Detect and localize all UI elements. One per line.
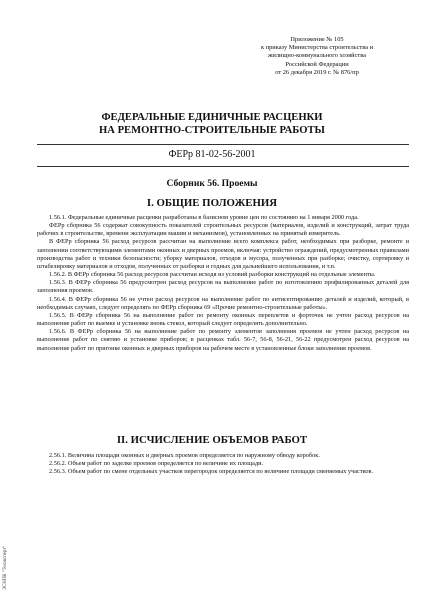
paragraph: ФЕРр сборника 56 содержат совокупность показателей строительных ресурсов (материалов, изделий и конструкций, затрат труда рабочих в строительстве, времени эксплуатации машин и механизмов), установленных на принятый измеритель. <box>37 222 409 238</box>
side-watermark <box>3 470 13 590</box>
paragraph: 1.56.3. В ФЕРр сборника 56 предусмотрен расход ресурсов на выполнение работ по изготовлению профилированных деталей для заполнения проемов. <box>37 279 409 295</box>
appendix-line: жилищно-коммунального хозяйства <box>268 52 366 60</box>
paragraph: 1.56.5. В ФЕРр сборника 56 на выполнение работ по ремонту оконных переплетов и форточек не учтен расход ресурсов на выполнение работ по выемке и установке вновь стекол, который следует определять дополнительно. <box>37 311 409 328</box>
section-1-heading: I. ОБЩИЕ ПОЛОЖЕНИЯ <box>146 197 278 209</box>
appendix-line: к приказу Министерства строительства и <box>260 44 374 52</box>
section-1-body <box>37 214 409 353</box>
paragraph: 1.56.6. В ФЕРр сборника 56 на выполнение работ по ремонту элементов заполнения проемов не учтен расход ресурсов на выполнение работ по снятию и установке приборов; в расценках табл. 56-7, 56-8, 56-21, 56-22 предусмотрен расход ресурсов на выполнение работ по пригонке оконных и дверных приборов на рабочем месте в установленные блоки заполнения проемов. <box>37 328 409 352</box>
appendix-line: от 26 декабря 2019 г. № 876/пр <box>275 68 359 76</box>
appendix-line: Приложение № 105 <box>290 36 344 43</box>
paragraph: 1.56.4. В ФЕРр сборника 56 не учтен расход ресурсов на выполнение работ по антисептированию деталей и изделий, который, в необходимых случаях, следует определять по ФЕРр сборника 69 «Прочие ремонтно-строительные работы». <box>37 295 409 311</box>
paragraph: 2.56.2. Объем работ по заделке проемов определяется по величине их площади. <box>49 460 264 468</box>
document-title <box>0 111 424 137</box>
paragraph: 1.56.1. Федеральные единичные расценки разработаны в базисном уровне цен по состоянию на 1 января 2000 года. <box>49 214 359 221</box>
divider-top <box>37 144 409 145</box>
paragraph: 2.56.1. Величина площади оконных и дверных проемов определяется по наружному обводу коробок. <box>49 452 320 459</box>
paragraph: 1.56.2. В ФЕРр сборника 56 расход ресурсов рассчитан исходя из условий разборки конструкций на отдельные элементы. <box>49 271 376 279</box>
appendix-block <box>222 36 412 77</box>
collection-title: Сборник 56. Проемы <box>166 178 258 189</box>
paragraph: 2.56.3. Объем работ по смене отдельных участков перегородок определяется по величине площади сменяемых участков. <box>49 468 374 476</box>
paragraph: В ФЕРр сборника 56 расход ресурсов рассчитан на выполнение всего комплекса работ, необходимых при разборке, ремонте и заполнении соответствующими элементами оконных и дверных проемов, включая: устройство ограждений, предусмотренных правилами производства работ и техники безопасности; уборку материалов, отходов и мусора, полученных при разборке; очистку, сортировку и штабелировку материалов и отходов, полученных от разборки и годных для дальнейшего использования, и т.п. <box>37 238 409 270</box>
section-2-body <box>37 452 409 476</box>
document-title-line-1: ФЕДЕРАЛЬНЫЕ ЕДИНИЧНЫЕ РАСЦЕНКИ <box>101 112 323 123</box>
section-2-heading: II. ИСЧИСЛЕНИЕ ОБЪЕМОВ РАБОТ <box>116 434 308 446</box>
side-watermark-text: ЭСНПК "Техэксперт" <box>3 545 8 590</box>
appendix-line: Российской Федерации <box>285 60 349 68</box>
divider-bottom <box>37 166 409 167</box>
document-code: ФЕРр 81-02-56-2001 <box>168 149 256 160</box>
document-title-line-2: НА РЕМОНТНО-СТРОИТЕЛЬНЫЕ РАБОТЫ <box>99 125 325 136</box>
